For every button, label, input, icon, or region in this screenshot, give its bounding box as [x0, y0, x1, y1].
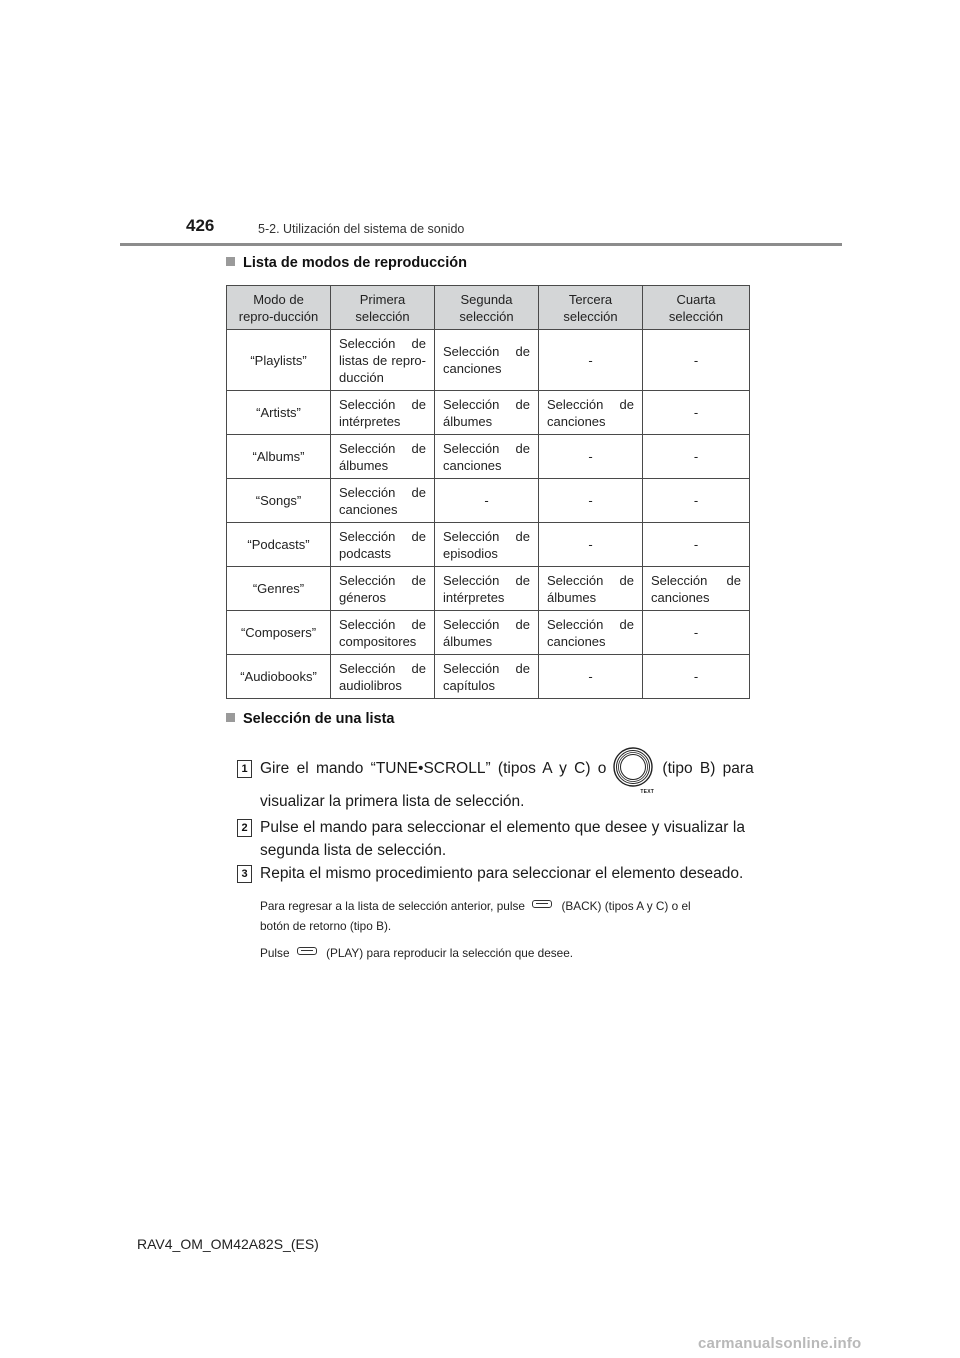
note-text: Pulse: [260, 946, 290, 960]
table-cell: Selección de canciones: [331, 479, 435, 523]
table-row: [227, 391, 750, 435]
page-number: 426: [186, 216, 215, 235]
step-3: [239, 862, 745, 886]
step-text: Pulse el mando para seleccionar el elemento que desee y visualizar la segunda lista de selección.: [260, 819, 745, 859]
table-cell: -: [643, 330, 750, 391]
table-cell: Selección de álbumes: [435, 611, 539, 655]
chapter-title: 5-2. Utilización del sistema de sonido: [258, 222, 465, 236]
section-heading-text: Lista de modos de reproducción: [243, 255, 467, 271]
table-row: [227, 479, 750, 523]
step-text: Repita el mismo procedimiento para seleccionar el elemento deseado.: [260, 865, 744, 882]
document-code: RAV4_OM_OM42A82S_(ES): [137, 1236, 319, 1252]
table-row: [227, 567, 750, 611]
table-cell: -: [643, 435, 750, 479]
table-cell: Selección de canciones: [539, 391, 643, 435]
table-row: [227, 611, 750, 655]
table-cell: Selección de canciones: [435, 330, 539, 391]
table-cell: “Genres”: [227, 567, 331, 611]
table-cell: -: [539, 479, 643, 523]
table-cell: -: [643, 391, 750, 435]
section-heading-list-selection: [226, 711, 395, 727]
table-cell: Selección de álbumes: [435, 391, 539, 435]
table-cell: -: [539, 655, 643, 699]
table-cell: Selección de intérpretes: [435, 567, 539, 611]
section-heading-modes: [226, 255, 467, 271]
table-row: [227, 655, 750, 699]
table-cell: “Artists”: [227, 391, 331, 435]
table-header-cell: Modo de repro-ducción: [227, 286, 331, 330]
table-cell: Selección de intérpretes: [331, 391, 435, 435]
step-number: 2: [237, 819, 252, 837]
note-text: botón de retorno (tipo B).: [260, 919, 392, 933]
play-modes-table: [226, 285, 750, 699]
table-cell: Selección de géneros: [331, 567, 435, 611]
watermark: carmanualsonline.info: [698, 1335, 862, 1352]
table-cell: “Songs”: [227, 479, 331, 523]
table-cell: “Composers”: [227, 611, 331, 655]
table-cell: “Playlists”: [227, 330, 331, 391]
table-cell: -: [539, 330, 643, 391]
square-bullet-icon: [226, 713, 235, 722]
step-1: [239, 756, 754, 816]
table-cell: Selección de audiolibros: [331, 655, 435, 699]
section-heading-text: Selección de una lista: [243, 711, 395, 727]
step-number: 1: [237, 760, 252, 778]
table-cell: Selección de compositores: [331, 611, 435, 655]
table-header-cell: Cuarta selección: [643, 286, 750, 330]
note-back: [260, 896, 750, 936]
note-text: (PLAY) para reproducir la selección que desee.: [326, 946, 574, 960]
play-button-icon: [297, 947, 317, 955]
table-cell: Selección de capítulos: [435, 655, 539, 699]
table-cell: -: [435, 479, 539, 523]
table-header-cell: Primera selección: [331, 286, 435, 330]
table-row: [227, 435, 750, 479]
step-number: 3: [237, 865, 252, 883]
step-text: visualizar la primera lista de selección.: [260, 793, 525, 810]
table-row: [227, 330, 750, 391]
table-cell: Selección de álbumes: [539, 567, 643, 611]
table-header-cell: Tercera selección: [539, 286, 643, 330]
back-button-icon: [532, 900, 552, 908]
knob-label: TEXT: [640, 789, 655, 795]
table-cell: Selección de álbumes: [331, 435, 435, 479]
table-cell: -: [643, 611, 750, 655]
table-cell: -: [539, 523, 643, 567]
step-1-first-line: [260, 746, 754, 795]
step-2: [239, 816, 745, 864]
table-cell: -: [643, 655, 750, 699]
note-text: Para regresar a la lista de selección anterior, pulse: [260, 899, 525, 913]
table-cell: Selección de episodios: [435, 523, 539, 567]
table-cell: Selección de canciones: [435, 435, 539, 479]
table-cell: -: [643, 523, 750, 567]
table-header-row: [227, 286, 750, 330]
table-cell: Selección de canciones: [539, 611, 643, 655]
square-bullet-icon: [226, 257, 235, 266]
header-rule: [120, 243, 842, 246]
step-text: (tipo B) para: [662, 759, 754, 777]
table-cell: “Podcasts”: [227, 523, 331, 567]
step-text: Gire el mando “TUNE•SCROLL” (tipos A y C) o: [260, 759, 607, 777]
table-cell: -: [539, 435, 643, 479]
table-row: [227, 523, 750, 567]
note-play: [260, 943, 750, 963]
table-cell: Selección de listas de repro-ducción: [331, 330, 435, 391]
table-cell: “Albums”: [227, 435, 331, 479]
table-cell: -: [643, 479, 750, 523]
table-cell: Selección de podcasts: [331, 523, 435, 567]
note-text: (BACK) (tipos A y C) o el: [561, 899, 691, 913]
table-header-cell: Segunda selección: [435, 286, 539, 330]
tune-knob-icon: [612, 746, 656, 795]
table-cell: Selección de canciones: [643, 567, 750, 611]
table-cell: “Audiobooks”: [227, 655, 331, 699]
